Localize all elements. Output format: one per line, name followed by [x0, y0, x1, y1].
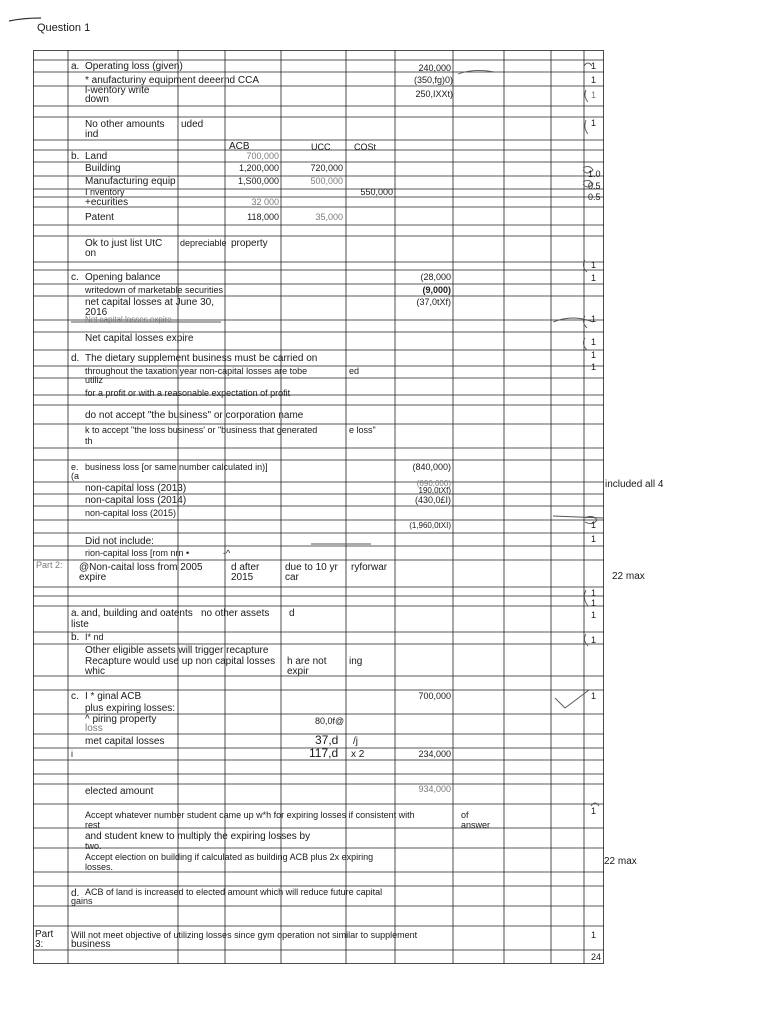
mark: 0.5 — [588, 181, 601, 191]
mark: 1 — [591, 588, 597, 598]
net-cap-expire-crossed: Net capital losses expire — [85, 315, 172, 324]
asset-name: Land — [85, 151, 108, 162]
recapture-text-4: h are not — [287, 656, 327, 667]
pen-mark — [8, 10, 42, 14]
ok-accept-text-3: th — [85, 436, 93, 446]
securities-writedown-label: writedown of marketable securities — [85, 285, 224, 295]
recapture-text-6: ing — [349, 656, 363, 667]
part2-a-text-2: no other assets — [201, 608, 270, 619]
throughout-text-3: utiliz — [85, 375, 104, 385]
mark: 1 — [591, 534, 597, 544]
business-loss-label-2: (a — [71, 471, 80, 481]
mark: 1 — [591, 362, 597, 372]
acb-land-note-2: gains — [71, 896, 93, 906]
mark: 1 — [591, 61, 597, 71]
mark: 1 — [591, 350, 597, 360]
accept-note-2b: two. — [85, 841, 102, 851]
ucc-note-3: property — [231, 238, 268, 249]
accept-note-1b: of — [461, 810, 469, 820]
securities-writedown-value: (9,000) — [422, 285, 451, 295]
side-note-max: 22 max — [604, 856, 637, 867]
mark: 1.0 — [588, 169, 601, 179]
mark: 1 — [591, 520, 597, 530]
recapture-text-3: whic — [85, 666, 106, 677]
col-cost: COSt — [354, 142, 377, 152]
plus-expiring: plus expiring losses: — [85, 703, 176, 714]
part2-b-label: b. — [71, 632, 80, 643]
original-acb-value: 700,000 — [418, 691, 451, 701]
acb-land-note: ACB of land is increased to elected amount which will reduce future capital — [85, 887, 383, 897]
mark: 1 — [591, 806, 597, 816]
profit-text: for a profit or with a reasonable expectation of profit — [85, 388, 291, 398]
part2-a-text-3: d — [289, 608, 295, 619]
did-not-include-3: -^ — [223, 548, 231, 558]
part2-a-text: and, building and oatents — [81, 608, 193, 619]
ncl-2013-value: (690,000) — [416, 479, 451, 488]
elected-amount-value: 934,000 — [418, 784, 451, 794]
opening-balance-label: Opening balance — [85, 272, 161, 283]
ncl-2015-label: non-capital loss (2015) — [85, 508, 177, 518]
inventory-writedown-label: l-wentory write — [85, 85, 150, 96]
mark: 1 — [591, 337, 597, 347]
accept-note-2: and student knew to multiply the expiring losses by — [85, 831, 311, 842]
net-capital-losses: met capital losses — [85, 736, 165, 747]
asset-name: Manufacturing equip — [85, 176, 176, 187]
total-expiring-doubled: 234,000 — [418, 749, 451, 759]
due-to-10yr-2: car — [285, 572, 299, 583]
mark: 1 — [591, 118, 597, 128]
ncl-2014-label: non-capital loss (2014) — [85, 495, 187, 506]
asset-ucc: 500,000 — [310, 176, 343, 186]
col-ucc: UCC — [311, 142, 331, 152]
ucc-note-2: depreciable — [180, 238, 227, 248]
ucc-note: Ok to just list UtC — [85, 238, 163, 249]
total-expiring-value: 117,d — [309, 746, 339, 760]
mark: 1 — [591, 75, 597, 85]
recapture-text-2: Recapture would use up non capital losses — [85, 656, 276, 667]
inventory-writedown-label-2: down — [85, 94, 109, 105]
accept-note-1: Accept whatever number student came up w*h for expiring losses if consistent with — [85, 810, 415, 820]
business-loss-value: (840,000) — [412, 462, 451, 472]
expired-after: d after — [231, 562, 260, 573]
ncl-2005-label: @Non-caital loss from 2005 — [79, 562, 203, 573]
net-capital-losses-note: /j — [353, 736, 358, 747]
mark: 1 — [591, 691, 597, 701]
did-not-include-2: rion-capital loss [rom nrn • — [85, 548, 190, 558]
operating-loss-label: Operating loss (given) — [85, 61, 183, 72]
part-c-label: c. — [71, 272, 79, 283]
ncl-2013-value-alt: 190,0tXf) — [418, 486, 451, 495]
land-label: I* nd — [85, 632, 104, 642]
asset-name: Patent — [85, 212, 114, 223]
asset-acb: 32 000 — [251, 197, 279, 207]
side-note-patent: 22 max — [612, 571, 645, 582]
accept-note-3b: losses. — [85, 862, 114, 872]
operating-loss-value: 240,000 — [418, 63, 451, 73]
accept-note-3: Accept election on building if calculated as building ACB plus 2x expiring — [85, 852, 374, 862]
part2-d-label: d. — [71, 888, 80, 899]
part3-text-2: business — [71, 939, 111, 950]
asset-name: +ecurities — [85, 197, 129, 208]
mark: 1 — [591, 90, 597, 100]
no-other-amounts-3: ind — [85, 129, 99, 140]
part2-label: Part 2: — [36, 560, 63, 570]
side-note-included: included all 4 — [605, 479, 664, 490]
part-b-label: b. — [71, 151, 80, 162]
mark: 1 — [591, 930, 597, 940]
throughout-text: throughout the taxation year non-capital losses are tobe — [85, 366, 308, 376]
part-a-label: a. — [71, 61, 80, 72]
ncl-2005-label-2: expire — [79, 572, 107, 583]
net-cap-loss-year: 2016 — [85, 307, 108, 318]
carried-on-text: The dietary supplement business must be carried on — [85, 353, 318, 364]
ucc-note-4: on — [85, 248, 97, 259]
asset-cost: 550,000 — [360, 187, 393, 197]
no-other-amounts-2: uded — [181, 119, 204, 130]
net-cap-loss-label: net capital losses at June 30, — [85, 297, 214, 308]
mark: 1 — [591, 635, 597, 645]
asset-acb: 1,S00,000 — [237, 176, 279, 186]
row-marker: i — [71, 749, 73, 759]
no-other-amounts: No other amounts — [85, 119, 165, 130]
expiring-property-2: loss — [85, 723, 103, 734]
part2-a-text-4: liste — [71, 619, 89, 630]
net-cap-expire-label: Net capital losses expire — [85, 333, 194, 344]
ncl-total-value: (1,960,0tXI) — [409, 521, 451, 530]
cca-label: * anufacturiny equipment deeernd CCA — [85, 75, 259, 86]
ncl-2014-value: (430,0£I) — [414, 495, 451, 505]
question-title: Question 1 — [37, 22, 91, 34]
carryforward: ryforwar — [351, 562, 388, 573]
part3-text: Will not meet objective of utilizing losses since gym operation not similar to supplement — [71, 930, 418, 940]
net-capital-losses-value: 37,d — [315, 733, 339, 747]
col-acb: ACB — [229, 141, 250, 152]
asset-acb: 700,000 — [246, 151, 279, 161]
do-not-accept-text: do not accept "the business" or corporation name — [85, 410, 304, 421]
total-expiring-note: x 2 — [351, 749, 365, 760]
elected-amount-label: elected amount — [85, 786, 154, 797]
mark: 1 — [591, 598, 597, 608]
part2-c-label: c. — [71, 691, 79, 702]
ncl-2013-label: non-capital loss (2013) — [85, 483, 187, 494]
asset-name: Building — [85, 163, 121, 174]
mark: 1 — [591, 273, 597, 283]
part2-a-label: a. — [71, 608, 80, 619]
grand-total: 24 — [591, 952, 602, 962]
part-d-label: d. — [71, 353, 80, 364]
business-loss-label: business loss [or same number calculated in)] — [85, 462, 268, 472]
asset-ucc: 35,000 — [315, 212, 343, 222]
mark: 1 — [591, 260, 597, 270]
cca-value: (350,fg)0) — [413, 75, 453, 85]
asset-name: I nventory — [85, 187, 125, 197]
part3-label: Part — [35, 929, 54, 940]
asset-ucc: 720,000 — [310, 163, 343, 173]
opening-balance-value: (28,000 — [420, 272, 451, 282]
mark: 1 — [591, 314, 597, 324]
accept-note-1c: rest — [85, 820, 101, 830]
accept-note-1d: answer — [461, 820, 491, 830]
did-not-include: Did not include: — [85, 536, 154, 547]
asset-acb: 1,200,000 — [238, 163, 279, 173]
due-to-10yr: due to 10 yr — [285, 562, 338, 573]
expiring-property-value: 80,0f@ — [315, 716, 345, 726]
asset-acb: 118,000 — [247, 212, 279, 222]
original-acb-label: I * ginal ACB — [85, 691, 142, 702]
throughout-text-2: ed — [349, 366, 360, 376]
recapture-text: Other eligible assets will trigger recapture — [85, 645, 269, 656]
inventory-writedown-value: 250,IXXt) — [415, 89, 453, 99]
ok-accept-text-2: e loss" — [349, 425, 376, 435]
part-e-label: e. — [71, 462, 79, 472]
ok-accept-text: k to accept "the loss business' or "business that generated — [85, 425, 318, 435]
mark: 0.5 — [588, 192, 601, 202]
marking-grid — [33, 50, 604, 964]
part3-label-2: 3: — [35, 939, 44, 950]
net-cap-loss-value: (37,0tXf) — [416, 297, 451, 307]
recapture-text-5: expir — [287, 666, 309, 677]
expiring-property: ^ piring property — [85, 714, 157, 725]
expired-year: 2015 — [231, 572, 254, 583]
mark: 1 — [591, 610, 597, 620]
